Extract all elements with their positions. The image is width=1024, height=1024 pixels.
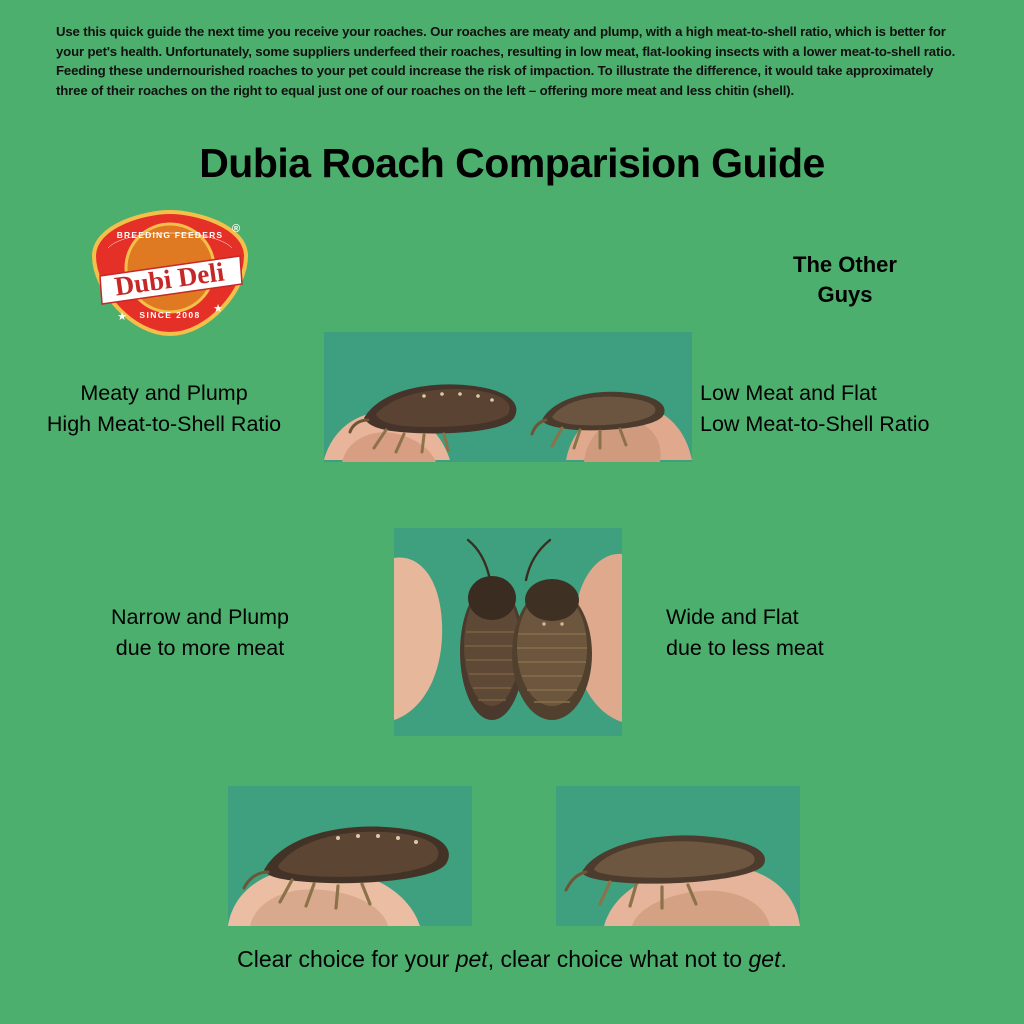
row1-right-caption-line2: Low Meat-to-Shell Ratio	[700, 412, 930, 437]
footer-part1: Clear choice for your	[237, 946, 456, 972]
dubi-deli-logo	[84, 210, 256, 340]
bottom-right-photo	[556, 786, 800, 926]
logo-registered-mark: ®	[231, 223, 241, 235]
row2-photo	[394, 528, 622, 736]
row2-left-caption-line2: due to more meat	[115, 636, 285, 661]
other-guys-heading	[740, 250, 950, 309]
other-guys-line1: The Other	[793, 252, 897, 277]
row1-photo	[324, 332, 692, 462]
logo-top-banner-text: BREEDING FEEDERS	[116, 230, 224, 240]
row2-right-caption	[666, 602, 986, 664]
footer-part2: , clear choice what not to	[487, 946, 749, 972]
row2-right-caption-line1: Wide and Flat	[666, 605, 799, 629]
footer-part3: .	[780, 946, 787, 972]
footer-italic1: pet	[455, 946, 488, 972]
row2-left-caption-line1: Narrow and Plump	[110, 605, 290, 629]
svg-text:★: ★	[117, 311, 127, 323]
other-guys-line2: Guys	[817, 281, 873, 307]
row1-left-caption-line1: Meaty and Plump	[80, 381, 248, 405]
row1-left-caption-line2: High Meat-to-Shell Ratio	[46, 412, 282, 437]
row1-right-caption-line1: Low Meat and Flat	[700, 381, 877, 405]
logo-brand-name: Dubi Deli	[112, 256, 226, 302]
footer-italic2: get	[748, 946, 781, 972]
page-title: Dubia Roach Comparision Guide	[199, 140, 825, 186]
row1-right-caption	[700, 378, 1020, 440]
logo-bottom-banner-text: SINCE 2008	[139, 310, 201, 320]
footer-tagline	[0, 946, 1024, 973]
row2-right-caption-line2: due to less meat	[666, 636, 824, 661]
svg-text:★: ★	[213, 303, 223, 315]
bottom-left-photo	[228, 786, 472, 926]
row2-left-caption	[40, 602, 360, 664]
row1-left-caption	[8, 378, 320, 440]
intro-paragraph: Use this quick guide the next time you receive your roaches. Our roaches are meaty and plump, with a high meat-to-shell ratio, which is better for your pet's health. Unfortunately, some suppliers underfeed their roaches, resulting in low meat, flat-looking insects with a lower meat-to-shell ratio. Feeding these undernourished roaches to your pet could increase the risk of impaction. To illustrate the difference, it would take approximately three of their roaches on the right to equal just one of our roaches on the left – offering more meat and less chitin (shell).	[56, 24, 956, 99]
